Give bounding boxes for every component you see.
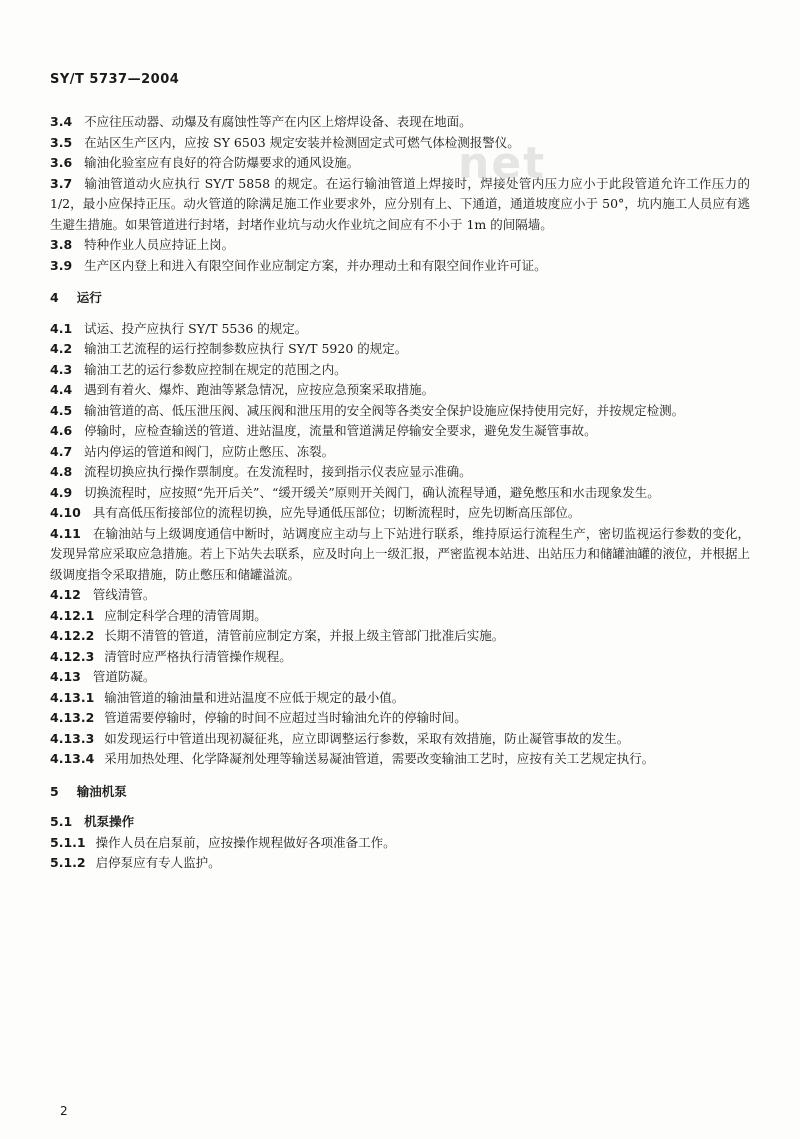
section-heading [50, 288, 750, 309]
clause-paragraph [50, 462, 750, 483]
clause-text: 输油工艺的运行参数应控制在规定的范围之内。 [84, 361, 347, 377]
section-heading [50, 782, 750, 803]
clause-text: 切换流程时，应按照“先开后关”、“缓开缓关”原则开关阀门，确认流程导通，避免憋压和水击现象发生。 [84, 484, 660, 500]
clause-text: 在输油站与上级调度通信中断时，站调度应主动与上下站进行联系，维持原运行流程生产，密切监视运行参数的变化，发现异常应采取应急措施。若上下站失去联系，应及时向上一级汇报，严密监视本站进、出站压力和储罐油罐的液位，并根据上级调度指令采取措施，防止憋压和储罐溢流。 [50, 525, 751, 582]
clause-paragraph [50, 174, 750, 236]
clause-number: 4.12 [50, 587, 81, 602]
clause-paragraph [50, 647, 750, 668]
clause-text: 流程切换应执行操作票制度。在发流程时，接到指示仪表应显示准确。 [84, 464, 472, 479]
clause-number: 5.1.1 [50, 834, 86, 850]
clause-text: 输油管道的高、低压泄压阀、减压阀和泄压用的安全阀等各类安全保护设施应保持使用完好，并按规定检测。 [84, 402, 685, 418]
clause-text: 运行 [76, 290, 102, 305]
clause-number: 4 [50, 290, 59, 305]
clause-text: 生产区内登上和进入有限空间作业应制定方案，并办理动土和有限空间作业许可证。 [84, 257, 547, 273]
clause-number: 4.13 [50, 669, 81, 684]
clause-text: 输油工艺流程的运行控制参数应执行 SY/T 5920 的规定。 [84, 341, 408, 356]
clause-text: 输油化验室应有良好的符合防爆要求的通风设施。 [84, 155, 360, 170]
document-code-header: SY/T 5737—2004 [50, 72, 180, 87]
clause-number: 4.9 [50, 484, 73, 500]
clause-paragraph [50, 585, 750, 606]
clause-number: 3.7 [50, 175, 73, 191]
clause-paragraph [50, 688, 750, 709]
clause-paragraph [50, 729, 750, 750]
clause-text: 管线清管。 [92, 587, 156, 602]
clause-number: 4.1 [50, 320, 73, 336]
page-number: 2 [60, 1104, 68, 1118]
clause-text: 管道需要停输时，停输的时间不应超过当时输油允许的停输时间。 [104, 710, 467, 725]
clause-text: 启停泵应有专人监护。 [95, 855, 221, 870]
clause-text: 管道防凝。 [92, 669, 156, 684]
clause-number: 3.5 [50, 134, 73, 150]
clause-paragraph [50, 401, 750, 422]
clause-text: 输油管道的输油量和进站温度不应低于规定的最小值。 [104, 689, 405, 705]
clause-paragraph [50, 319, 750, 340]
clause-number: 4.13.4 [50, 751, 95, 766]
clause-paragraph [50, 626, 750, 647]
clause-text: 试运、投产应执行 SY/T 5536 的规定。 [84, 320, 308, 336]
clause-number: 4.13.1 [50, 689, 95, 705]
clause-paragraph [50, 667, 750, 688]
clause-paragraph [50, 112, 750, 133]
clause-text: 特种作业人员应持证上岗。 [84, 237, 235, 252]
clause-number: 3.9 [50, 257, 73, 273]
clause-paragraph [50, 606, 750, 627]
clause-text: 在站区生产区内，应按 SY 6503 规定安装并检测固定式可燃气体检测报警仪。 [84, 134, 520, 150]
clause-number: 3.4 [50, 114, 73, 129]
clause-paragraph [50, 812, 750, 833]
clause-text: 应制定科学合理的清管周期。 [104, 607, 267, 623]
clause-paragraph [50, 853, 750, 874]
clause-text: 操作人员在启泵前，应按操作规程做好各项准备工作。 [95, 834, 396, 850]
clause-text: 不应往压动器、动爆及有腐蚀性等产在内区上熔焊设备、表现在地面。 [84, 114, 472, 129]
clause-text: 遇到有着火、爆炸、跑油等紧急情况，应按应急预案采取措施。 [84, 382, 435, 397]
clause-number: 4.5 [50, 402, 73, 418]
clause-number: 4.11 [50, 525, 81, 541]
clause-number: 4.12.3 [50, 648, 95, 664]
clause-number: 5.1 [50, 814, 73, 829]
watermark: net [458, 138, 547, 189]
clause-text: 输油管道动火应执行 SY/T 5858 的规定。在运行输油管道上焊接时，焊接处管内压力应小于此段管道允许工作压力的 1/2，最小应保持正压。动火管道的除满足施工作业要求外，应分别有上、下通道，通道坡度应小于 50°，坑内施工人员应有逃生避生措施。如果管道进行封堵，封堵作业坑与动火作业坑之间应有不小于 1m 的间隔墙。 [50, 175, 750, 232]
clause-number: 4.10 [50, 505, 81, 520]
clause-paragraph [50, 483, 750, 504]
clause-number: 3.6 [50, 155, 73, 170]
clause-paragraph [50, 503, 750, 524]
clause-paragraph [50, 235, 750, 256]
clause-paragraph [50, 749, 750, 770]
clause-number: 4.13.3 [50, 730, 95, 746]
clause-text: 采用加热处理、化学降凝剂处理等输送易凝油管道，需要改变输油工艺时，应按有关工艺规定执行。 [104, 751, 655, 766]
clause-paragraph [50, 256, 750, 277]
clause-number: 4.13.2 [50, 710, 95, 725]
clause-text: 具有高低压衔接部位的流程切换，应先导通低压部位；切断流程时，应先切断高压部位。 [92, 505, 581, 520]
clause-paragraph [50, 153, 750, 174]
clause-text: 输油机泵 [76, 783, 127, 799]
clause-paragraph [50, 380, 750, 401]
clause-number: 5.1.2 [50, 855, 86, 870]
clause-text: 清管时应严格执行清管操作规程。 [104, 648, 292, 664]
clause-paragraph [50, 360, 750, 381]
clause-number: 4.4 [50, 382, 73, 397]
clause-paragraph [50, 133, 750, 154]
clause-paragraph [50, 339, 750, 360]
clause-paragraph [50, 442, 750, 463]
clause-text: 机泵操作 [84, 814, 135, 829]
clause-number: 3.8 [50, 237, 73, 252]
clause-text: 如发现运行中管道出现初凝征兆，应立即调整运行参数，采取有效措施，防止凝管事故的发生。 [104, 730, 630, 746]
clause-paragraph [50, 524, 750, 586]
clause-number: 4.3 [50, 361, 73, 377]
clause-number: 4.7 [50, 443, 73, 459]
clause-text: 站内停运的管道和阀门，应防止憋压、冻裂。 [84, 443, 335, 459]
clause-paragraph [50, 833, 750, 854]
clause-number: 4.12.2 [50, 628, 95, 643]
clause-number: 4.8 [50, 464, 73, 479]
clause-number: 5 [50, 783, 59, 799]
clause-paragraph [50, 421, 750, 442]
clause-text: 停输时，应检查输送的管道、进站温度，流量和管道满足停输安全要求，避免发生凝管事故。 [84, 423, 597, 438]
clause-number: 4.12.1 [50, 607, 95, 623]
clause-text: 长期不清管的管道，清管前应制定方案，并报上级主管部门批准后实施。 [104, 628, 505, 643]
clause-paragraph [50, 708, 750, 729]
clause-number: 4.2 [50, 341, 73, 356]
document-body [50, 112, 750, 874]
clause-number: 4.6 [50, 423, 73, 438]
